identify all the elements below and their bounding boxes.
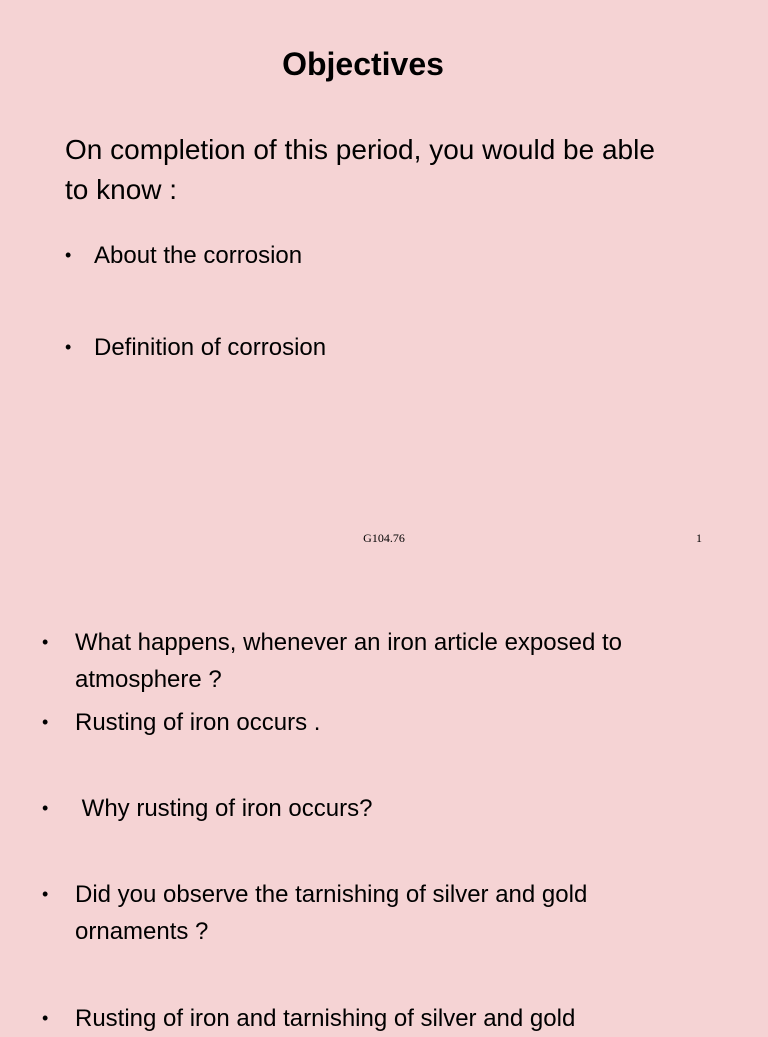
bullet-item <box>42 704 682 741</box>
bullet-icon: • <box>42 798 49 818</box>
intro-text: On completion of this period, you would be able to know : <box>65 134 655 205</box>
bullet-item <box>42 790 682 827</box>
bullet-text: What happens, whenever an iron article exposed to atmosphere ? <box>75 629 622 693</box>
bullet-icon: • <box>65 245 72 265</box>
bullet-icon: • <box>42 1008 49 1028</box>
bullet-item <box>42 876 682 950</box>
bullet-item <box>42 624 682 698</box>
bullet-text: Rusting of iron and tarnishing of silver and gold <box>75 1005 576 1032</box>
slide-questions <box>0 576 768 1032</box>
bullet-text: Why rusting of iron occurs? <box>75 795 373 822</box>
bullet-text: Rusting of iron occurs . <box>75 709 321 736</box>
bullet-item <box>42 1000 682 1037</box>
bullet-text: Definition of corrosion <box>94 334 327 361</box>
slide-footer-code: G104.76 <box>363 531 405 545</box>
bullet-item <box>65 240 302 271</box>
bullet-icon: • <box>42 632 49 652</box>
bullet-icon: • <box>42 712 49 732</box>
bullet-icon: • <box>65 337 72 357</box>
slide-page-number: 1 <box>696 531 702 545</box>
bullet-icon: • <box>42 884 49 904</box>
bullet-item <box>65 332 326 363</box>
bullet-text: Did you observe the tarnishing of silver and gold ornaments ? <box>75 881 588 945</box>
bullet-text: About the corrosion <box>94 242 303 269</box>
slide-title: Objectives <box>282 46 444 82</box>
